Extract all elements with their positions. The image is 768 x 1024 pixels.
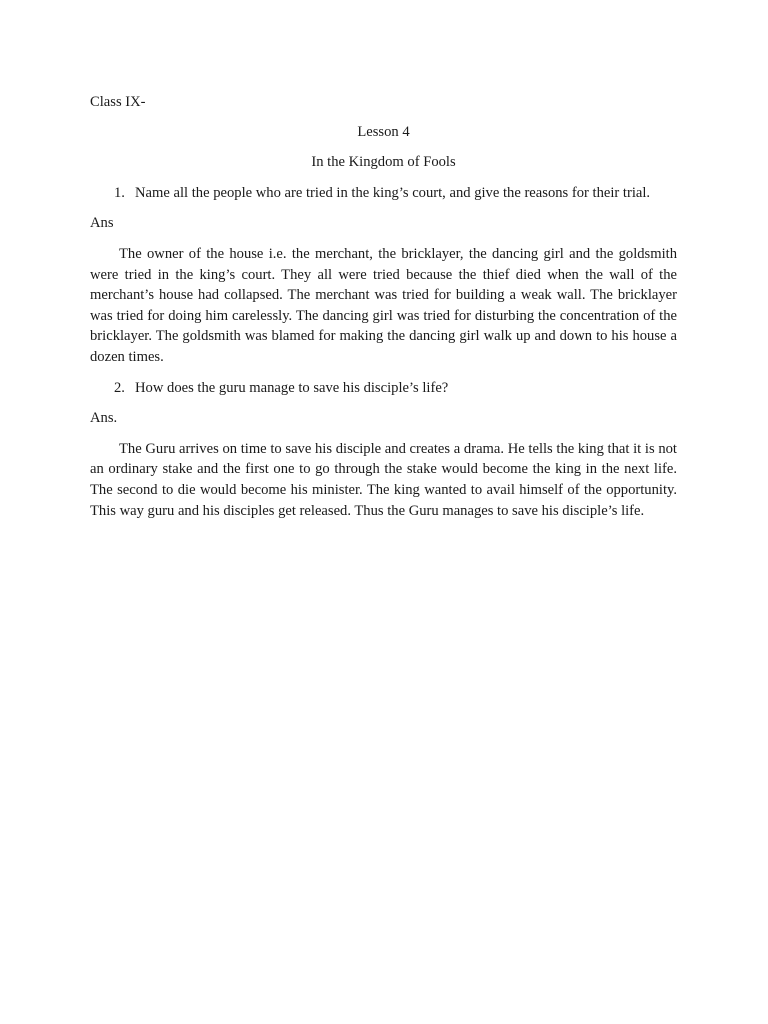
chapter-title: In the Kingdom of Fools [311, 154, 456, 171]
document-page [90, 92, 677, 521]
class-heading: Class IX- [90, 94, 146, 110]
lesson-heading: Lesson 4 [357, 124, 410, 141]
answer-1-label: Ans [90, 215, 114, 232]
question-1 [90, 183, 677, 204]
question-1-text: Name all the people who are tried in the king’s court, and give the reasons for their trial. [135, 184, 651, 201]
answer-1-text: The owner of the house i.e. the merchant, the bricklayer, the dancing girl and the goldsmith were tried in the king’s court. They all were tried because the thief died when the wall of the merchant’s house had collapsed. The merchant was tried for building a weak wall. The bricklayer was tried for doing him carelessly. The dancing girl was tried for disturbing the concentration of the bricklayer. The goldsmith was blamed for making the dancing girl walk up and down to his house a dozen times. [90, 245, 677, 365]
answer-2-text: The Guru arrives on time to save his disciple and creates a drama. He tells the king that it is not an ordinary stake and the first one to go through the stake would become the king in the next life. The second to die would become his minister. The king wanted to avail himself of the opportunity. This way guru and his disciples get released. Thus the Guru manages to save his disciple’s life. [90, 440, 677, 519]
answer-2-label: Ans. [90, 410, 118, 427]
question-2-text: How does the guru manage to save his disciple’s life? [135, 379, 449, 396]
question-2-number: 2. [114, 379, 125, 396]
question-2 [90, 378, 677, 399]
question-1-number: 1. [114, 184, 125, 201]
